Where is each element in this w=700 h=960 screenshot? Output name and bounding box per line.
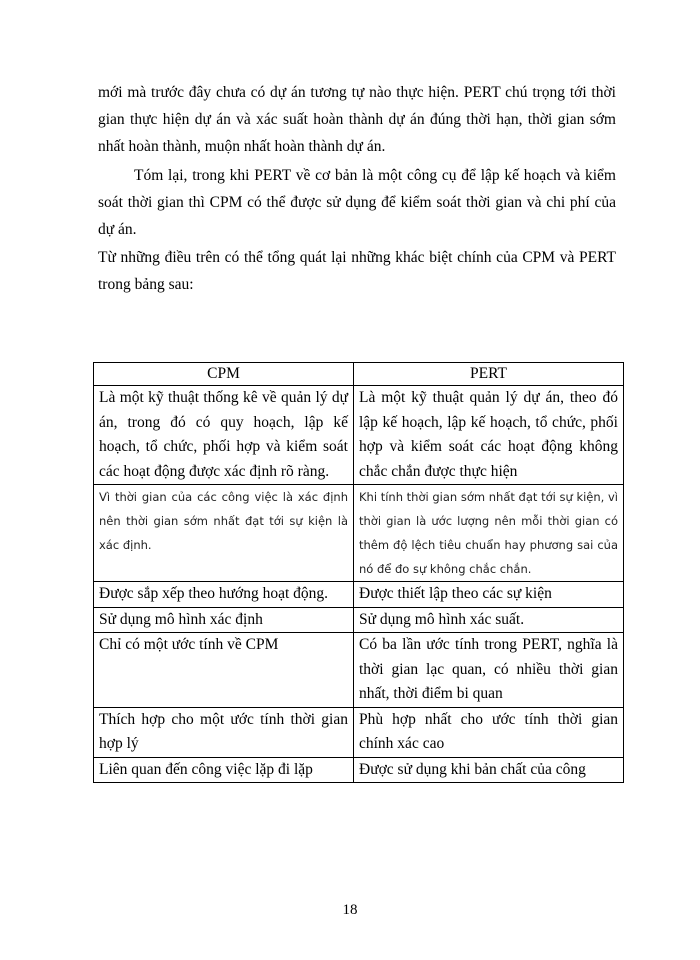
- paragraph-2: Tóm lại, trong khi PERT về cơ bản là một công cụ để lập kế hoạch và kiểm soát thời gian thì CPM có thể được sử dụng để kiểm soát thời gian và chi phí của dự án.: [98, 167, 616, 238]
- paragraph-1: mới mà trước đây chưa có dự án tương tự nào thực hiện. PERT chú trọng tới thời gian thực hiện dự án và xác suất hoàn thành dự án đúng thời hạn, thời gian sớm nhất hoàn thành, muộn nhất hoàn thành dự án.: [98, 84, 616, 155]
- page-number: 18: [342, 902, 358, 918]
- pert-cell: Phù hợp nhất cho ước tính thời gian chính xác cao: [354, 707, 624, 757]
- cpm-cell: Liên quan đến công việc lặp đi lặp: [94, 757, 354, 783]
- header-cpm: CPM: [94, 363, 354, 386]
- table-row: [94, 757, 624, 783]
- pert-cell: Có ba lần ước tính trong PERT, nghĩa là thời gian lạc quan, có nhiều thời gian nhất, thời điểm bi quan: [354, 633, 624, 708]
- table-header-row: [94, 363, 624, 386]
- pert-cell: Khi tính thời gian sớm nhất đạt tới sự kiện, vì thời gian là ước lượng nên mỗi thời gian có thêm độ lệch tiêu chuẩn hay phương sai của nó để đo sự không chắc chắn.: [354, 485, 624, 582]
- cpm-cell: Là một kỹ thuật thống kê về quản lý dự án, trong đó có quy hoạch, lập kế hoạch, tổ chức, phối hợp và kiểm soát các hoạt động được xác định rõ ràng.: [94, 386, 354, 485]
- table-row: [94, 485, 624, 582]
- paragraph-3: Từ những điều trên có thể tổng quát lại những khác biệt chính của CPM và PERT trong bảng sau:: [98, 249, 616, 293]
- cpm-cell: Vì thời gian của các công việc là xác định nên thời gian sớm nhất đạt tới sự kiện là xác định.: [94, 485, 354, 582]
- pert-cell: Là một kỹ thuật quản lý dự án, theo đó lập kế hoạch, lập kế hoạch, tổ chức, phối hợp và kiểm soát các hoạt động không chắc chắn được thực hiện: [354, 386, 624, 485]
- pert-cell: Sử dụng mô hình xác suất.: [354, 607, 624, 633]
- table-row: [94, 386, 624, 485]
- cpm-cell: Thích hợp cho một ước tính thời gian hợp lý: [94, 707, 354, 757]
- table-row: [94, 582, 624, 608]
- comparison-table: [93, 362, 624, 783]
- table-row: [94, 707, 624, 757]
- table-row: [94, 633, 624, 708]
- header-pert: PERT: [354, 363, 624, 386]
- cpm-cell: Sử dụng mô hình xác định: [94, 607, 354, 633]
- cpm-cell: Được sắp xếp theo hướng hoạt động.: [94, 582, 354, 608]
- pert-cell: Được thiết lập theo các sự kiện: [354, 582, 624, 608]
- cpm-cell: Chỉ có một ước tính về CPM: [94, 633, 354, 708]
- pert-cell: Được sử dụng khi bản chất của công: [354, 757, 624, 783]
- table-row: [94, 607, 624, 633]
